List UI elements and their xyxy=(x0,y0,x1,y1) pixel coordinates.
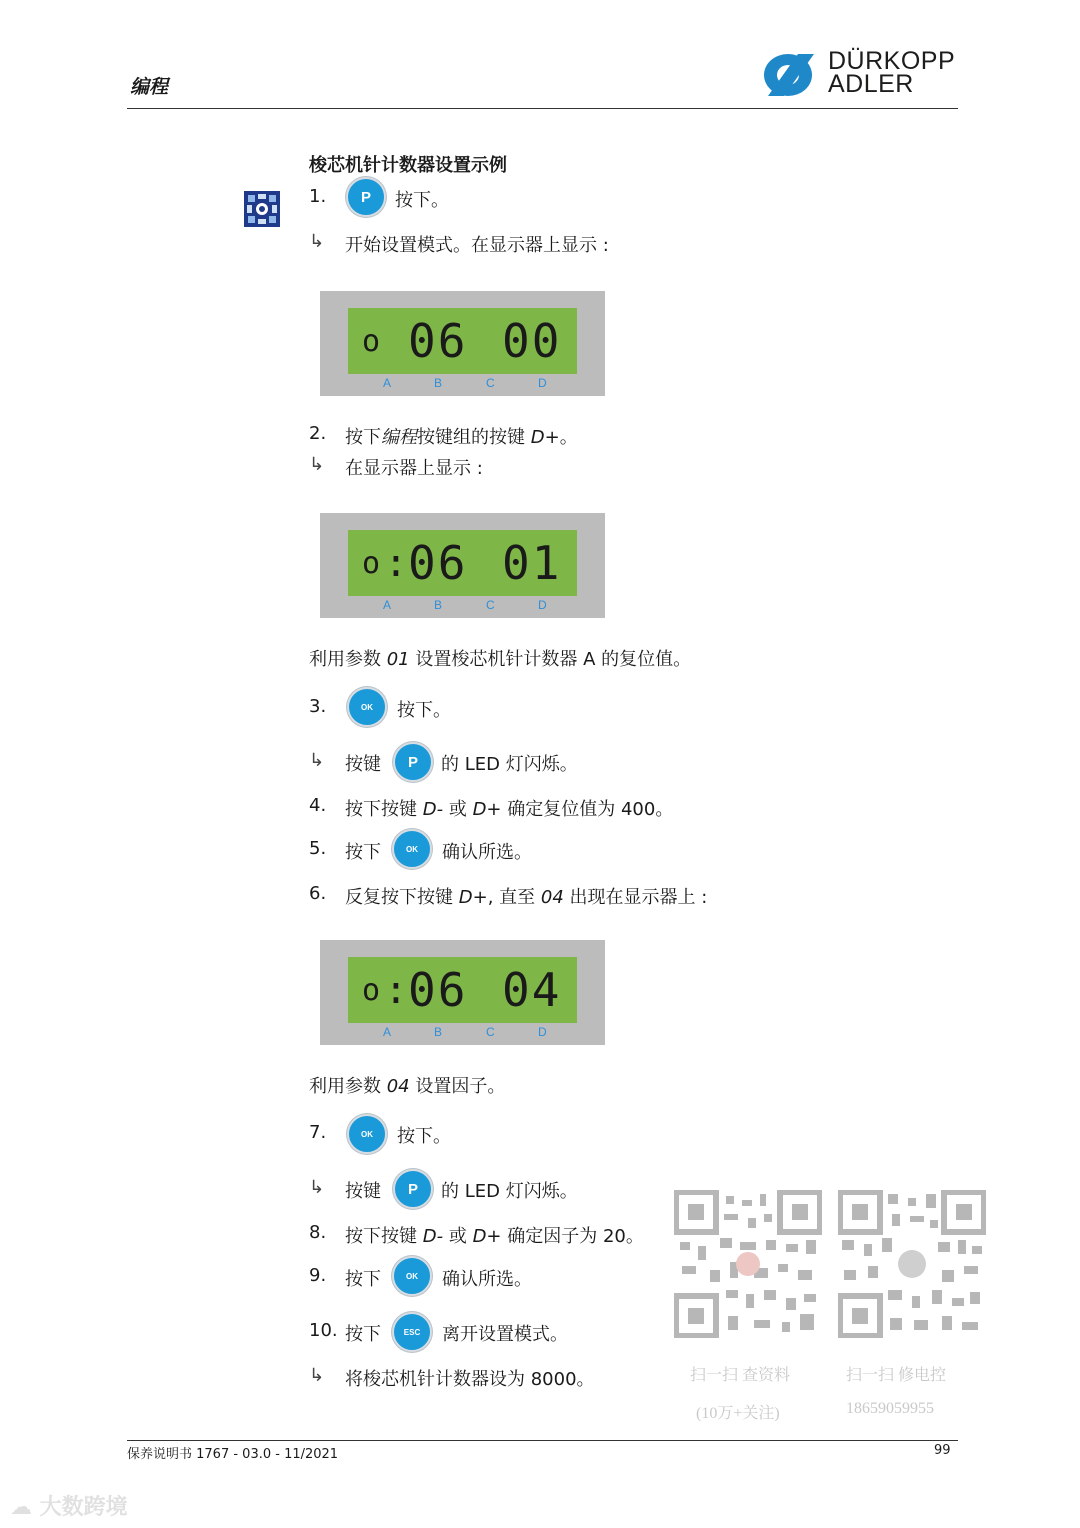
header-rule xyxy=(127,108,958,109)
lcd-label-a: A xyxy=(383,1025,392,1039)
result-text: 按键 xyxy=(345,754,381,775)
result-text: 的 LED 灯闪烁。 xyxy=(441,754,578,775)
p-button-label: P xyxy=(346,177,386,217)
lcd-display xyxy=(320,940,605,1045)
qr-caption: 18659059955 xyxy=(846,1400,934,1417)
qr-caption: (10万+关注) xyxy=(696,1405,780,1422)
ok-button-label: OK xyxy=(392,1256,432,1296)
lcd-param: 06 xyxy=(408,314,468,368)
ok-button-label: OK xyxy=(392,829,432,869)
p-button-label: P xyxy=(393,742,433,782)
footer-rule xyxy=(127,1440,958,1441)
lcd-label-d: D xyxy=(538,598,547,612)
lcd-label-b: B xyxy=(434,1025,443,1039)
step-text: 按下 xyxy=(345,1324,381,1345)
step-number: 6. xyxy=(309,883,327,904)
section-title: 梭芯机针计数器设置示例 xyxy=(309,155,507,176)
step-number: 3. xyxy=(309,696,327,717)
lcd-param: 06 xyxy=(408,536,468,590)
lcd-display xyxy=(320,291,605,396)
lcd-value: 04 xyxy=(502,963,562,1017)
lcd-label-b: B xyxy=(434,598,443,612)
p-button[interactable] xyxy=(393,1169,433,1209)
lcd-mode: o xyxy=(362,972,381,1008)
lcd-label-d: D xyxy=(538,1025,547,1039)
p-button-label: P xyxy=(393,1169,433,1209)
step-text: 按下。 xyxy=(397,700,451,721)
result-arrow-icon: ↳ xyxy=(309,231,325,252)
lcd-screen xyxy=(348,308,577,374)
ok-button[interactable] xyxy=(347,687,387,727)
step-text: 离开设置模式。 xyxy=(442,1324,568,1345)
menu-name: 编程 xyxy=(381,427,417,448)
ok-button-label: OK xyxy=(347,1114,387,1154)
p-button[interactable] xyxy=(393,742,433,782)
lcd-label-a: A xyxy=(383,598,392,612)
step-text: 反复按下按键 D+, 直至 04 出现在显示器上 : xyxy=(345,887,708,908)
result-text: 的 LED 灯闪烁。 xyxy=(441,1181,578,1202)
lcd-label-c: C xyxy=(486,598,495,612)
step-text: 按下 xyxy=(345,842,381,863)
brand-name xyxy=(828,47,956,98)
key-name: D+ xyxy=(530,427,560,448)
lcd-value: 01 xyxy=(502,536,562,590)
result-text: 将梭芯机针计数器设为 8000。 xyxy=(345,1369,595,1390)
control-panel-icon xyxy=(244,191,280,227)
lcd-colon: : xyxy=(384,968,408,1012)
esc-button[interactable] xyxy=(392,1312,432,1352)
ok-button[interactable] xyxy=(347,1114,387,1154)
watermark-text: 大数跨境 xyxy=(39,1495,128,1520)
qr-caption: 扫一扫 查资料 xyxy=(690,1367,791,1384)
brand-line-1: DÜRKOPP xyxy=(828,47,956,75)
lcd-colon: : xyxy=(384,541,408,585)
footer-doc-info: 保养说明书 1767 - 03.0 - 11/2021 xyxy=(127,1447,339,1462)
esc-button-label: ESC xyxy=(392,1312,432,1352)
step-text: 按下按键 D- 或 D+ 确定因子为 20。 xyxy=(345,1226,644,1247)
lcd-label-a: A xyxy=(383,376,392,390)
result-arrow-icon: ↳ xyxy=(309,750,325,771)
result-arrow-icon: ↳ xyxy=(309,1365,325,1386)
step-number: 8. xyxy=(309,1222,327,1243)
step-number: 2. xyxy=(309,423,327,444)
page-number: 99 xyxy=(934,1443,951,1458)
qr-caption: 扫一扫 修电控 xyxy=(846,1367,947,1384)
step-number: 7. xyxy=(309,1122,327,1143)
info-paragraph: 利用参数 04 设置因子。 xyxy=(309,1076,506,1097)
lcd-label-c: C xyxy=(486,1025,495,1039)
result-arrow-icon: ↳ xyxy=(309,1177,325,1198)
brand-line-2: ADLER xyxy=(828,70,914,98)
lcd-label-d: D xyxy=(538,376,547,390)
qr-code-icon xyxy=(674,1190,822,1338)
lcd-screen xyxy=(348,530,577,596)
step-text: 确认所选。 xyxy=(442,1269,532,1290)
info-paragraph: 利用参数 01 设置梭芯机针计数器 A 的复位值。 xyxy=(309,649,692,670)
chapter-title: 编程 xyxy=(130,76,169,98)
lcd-screen xyxy=(348,957,577,1023)
lcd-value: 00 xyxy=(502,314,562,368)
lcd-label-b: B xyxy=(434,376,443,390)
step-text: 确认所选。 xyxy=(442,842,532,863)
lcd-mode: o xyxy=(362,323,381,359)
step-number: 1. xyxy=(309,186,327,207)
qr-code-icon xyxy=(838,1190,986,1338)
watermark-logo-icon: ☁ xyxy=(10,1495,32,1520)
ok-button[interactable] xyxy=(392,1256,432,1296)
step-text: 按下。 xyxy=(397,1126,451,1147)
lcd-label-c: C xyxy=(486,376,495,390)
step-text: 按下 xyxy=(345,1269,381,1290)
watermark xyxy=(10,1490,128,1521)
lcd-mode: o xyxy=(362,545,381,581)
step-text: 按下按键 D- 或 D+ 确定复位值为 400。 xyxy=(345,799,674,820)
lcd-display xyxy=(320,513,605,618)
ok-button[interactable] xyxy=(392,829,432,869)
duerkopp-adler-logo-icon xyxy=(762,52,824,98)
result-text: 开始设置模式。在显示器上显示 : xyxy=(345,235,609,256)
step-number: 5. xyxy=(309,838,327,859)
step-number: 10. xyxy=(309,1320,338,1341)
result-text: 按键 xyxy=(345,1181,381,1202)
p-button[interactable] xyxy=(346,177,386,217)
result-arrow-icon: ↳ xyxy=(309,454,325,475)
result-text: 在显示器上显示 : xyxy=(345,458,483,479)
step-number: 4. xyxy=(309,795,327,816)
ok-button-label: OK xyxy=(347,687,387,727)
step-text: 按下编程按键组的按键 D+。 xyxy=(345,427,578,448)
step-number: 9. xyxy=(309,1265,327,1286)
lcd-param: 06 xyxy=(408,963,468,1017)
step-text: 按下。 xyxy=(395,190,449,211)
